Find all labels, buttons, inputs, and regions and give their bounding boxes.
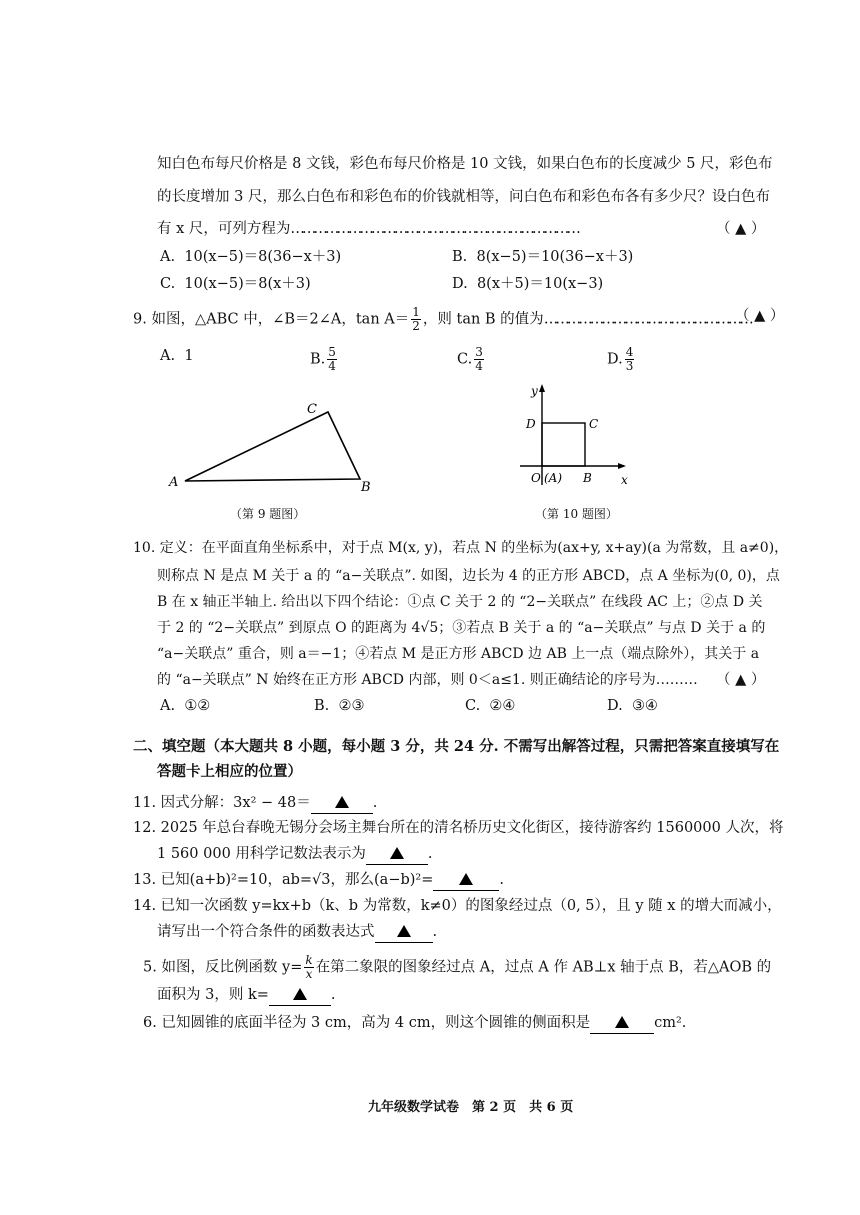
fig10-square-diagram <box>510 380 640 495</box>
q15-line-2 <box>157 985 336 1006</box>
q12-line-2 <box>157 844 433 865</box>
q10-line-1: 10. 定义：在平面直角坐标系中，对于点 M(x, y)，若点 N 的坐标为(ax+y, x+ay)(a 为常数，且 a≠0)， <box>133 540 789 556</box>
option-key: D. <box>607 351 623 368</box>
option-key: D. <box>452 276 468 292</box>
fig10-caption: （第 10 题图） <box>535 507 618 521</box>
q11-answer-blank <box>311 793 373 814</box>
fraction-numerator: 3 <box>475 345 483 359</box>
q10-option-a <box>160 696 210 716</box>
fraction-denominator: x <box>305 967 313 981</box>
q9-tan-fraction <box>411 306 421 333</box>
q8-option-c <box>160 274 311 294</box>
q10-answer-mark: （ ▲ ） <box>716 672 766 688</box>
option-key: C. <box>457 351 473 368</box>
option-text: 1 <box>184 348 194 364</box>
y-axis-label: y <box>531 384 538 398</box>
q8-answer-mark: （ ▲ ） <box>716 221 766 237</box>
vertex-a-label: A <box>169 475 179 490</box>
q15-line-1 <box>143 954 771 981</box>
q8-option-b <box>452 247 633 267</box>
q9-option-b <box>310 346 339 373</box>
q16-line <box>143 1013 686 1034</box>
q15-stem-end: 面积为 3，则 k= <box>157 987 269 1003</box>
q11-stem: 11. 因式分解：3x² − 48＝ <box>133 795 311 811</box>
fraction-numerator: k <box>305 953 313 967</box>
triangle-mark-icon <box>459 873 473 885</box>
q11-line <box>133 793 377 814</box>
option-text: 8(x−5)＝10(36−x＋3) <box>476 249 634 265</box>
q15-answer-blank <box>269 985 331 1006</box>
option-key: A. <box>160 249 176 265</box>
option-text: 8(x＋5)＝10(x−3) <box>476 276 604 292</box>
q9-option-d <box>607 346 636 373</box>
q9-answer-mark: （ ▲ ） <box>735 308 785 324</box>
option-fraction <box>327 346 337 373</box>
q13-period: . <box>499 872 504 888</box>
q15-stem-post: 在第二象限的图象经过点 A，过点 A 作 AB⊥x 轴于点 B，若△AOB 的 <box>315 959 772 976</box>
q9-leader-dots: ……………………………………………… <box>543 311 751 328</box>
q8-line-3 <box>157 219 578 239</box>
fraction-denominator: 3 <box>625 359 634 373</box>
fraction-denominator: 2 <box>412 319 420 333</box>
fraction-numerator: 5 <box>328 345 336 359</box>
q8-stem-end: 有 x 尺，可列方程为 <box>157 221 291 237</box>
vertex-c-label: C <box>589 417 599 431</box>
section-2-heading: 二、填空题（本大题共 8 小题，每小题 3 分，共 24 分. 不需写出解答过程，只需把答案直接填写在 <box>133 738 780 755</box>
option-text: 10(x−5)＝8(36−x＋3) <box>184 249 342 265</box>
q10-option-c <box>465 696 515 716</box>
y-axis-arrow <box>539 384 545 392</box>
square-abcd <box>542 423 585 466</box>
x-axis-arrow <box>618 463 626 469</box>
option-fraction <box>625 346 635 373</box>
option-key: A. <box>160 698 176 714</box>
q9-stem-post: ，则 tan B 的值为 <box>422 311 544 328</box>
option-text: ②④ <box>489 698 516 714</box>
q10-line-6: 的 “a−关联点” N 始终在正方形 ABCD 内部，则 0＜a≤1. 则正确结论的序号为……… <box>157 672 698 688</box>
q12-stem-end: 1 560 000 用科学记数法表示为 <box>157 846 366 862</box>
option-key: B. <box>310 351 326 368</box>
q9-stem-pre: 9. 如图，△ABC 中，∠B＝2∠A，tan A＝ <box>133 311 410 328</box>
option-key: B. <box>314 698 330 714</box>
q10-line-5: “a−关联点” 重合，则 a＝−1；④若点 M 是正方形 ABCD 边 AB 上一点（端点除外），其关于 a <box>157 646 760 662</box>
q10-line-2: 则称点 N 是点 M 关于 a 的 “a−关联点”. 如图，边长为 4 的正方形 ABCD，点 A 坐标为(0, 0)，点 <box>157 568 780 584</box>
vertex-d-label: D <box>526 417 536 431</box>
q10-line-3: B 在 x 轴正半轴上. 给出以下四个结论：①点 C 关于 2 的 “2−关联点” 在线段 AC 上；②点 D 关 <box>157 594 763 610</box>
q8-leader-dots: ………………………………………………………………… <box>290 221 578 237</box>
q14-line-2 <box>157 922 437 943</box>
triangle-mark-icon <box>293 988 307 1000</box>
option-text: ②③ <box>338 698 365 714</box>
q8-line-1: 知白色布每尺价格是 8 文钱，彩色布每尺价格是 10 文钱，如果白色布的长度减少 5 尺，彩色布 <box>157 156 773 172</box>
q10-option-b <box>314 696 364 716</box>
page-footer: 九年级数学试卷 第 2 页 共 6 页 <box>368 1100 574 1115</box>
q14-line-1: 14. 已知一次函数 y=kx+b（k、b 为常数，k≠0）的图象经过点（0, 5），且 y 随 x 的增大而减小， <box>133 898 782 914</box>
option-key: A. <box>160 348 176 364</box>
fraction-numerator: 1 <box>412 305 420 319</box>
q9-option-a <box>160 346 194 366</box>
q14-period: . <box>432 924 438 940</box>
triangle-mark-icon <box>335 796 349 808</box>
triangle-abc <box>185 412 360 481</box>
option-key: C. <box>465 698 481 714</box>
q16-stem: 6. 已知圆锥的底面半径为 3 cm，高为 4 cm，则这个圆锥的侧面积是 <box>143 1015 591 1031</box>
vertex-c-label: C <box>307 402 317 417</box>
q14-stem-end: 请写出一个符合条件的函数表达式 <box>157 924 375 940</box>
q16-answer-blank <box>590 1013 654 1034</box>
triangle-mark-icon <box>390 847 404 859</box>
q13-answer-blank <box>433 870 499 891</box>
q12-period: . <box>427 846 433 862</box>
origin-o-label: O <box>531 471 541 485</box>
q12-line-1: 12. 2025 年总台春晚无锡分会场主舞台所在的清名桥历史文化街区，接待游客约 1560000 人次，将 <box>133 820 784 836</box>
q8-option-a <box>160 247 341 267</box>
triangle-mark-icon <box>615 1016 629 1028</box>
option-text: 10(x−5)＝8(x＋3) <box>184 276 311 292</box>
q8-line-2: 的长度增加 3 尺，那么白色布和彩色布的价钱就相等，问白色布和彩色布各有多少尺？设白色布 <box>157 189 770 205</box>
fig9-triangle-diagram <box>160 395 380 495</box>
q8-option-d <box>452 274 603 294</box>
vertex-b-label: B <box>583 471 592 485</box>
triangle-mark-icon <box>397 925 411 937</box>
option-fraction <box>474 346 484 373</box>
q15-period: . <box>330 987 336 1003</box>
fraction-denominator: 4 <box>475 359 483 373</box>
q9-option-c <box>457 346 486 373</box>
q10-option-d <box>607 696 658 716</box>
q15-function-fraction <box>304 954 313 981</box>
q11-period: . <box>372 795 378 811</box>
q13-line <box>133 870 504 891</box>
fraction-numerator: 4 <box>625 345 634 359</box>
q14-answer-blank <box>375 922 433 943</box>
option-text: ①② <box>184 698 211 714</box>
option-key: D. <box>607 698 623 714</box>
fraction-denominator: 4 <box>328 359 336 373</box>
x-axis-label: x <box>621 473 628 487</box>
q10-line-4: 于 2 的 “2−关联点” 到原点 O 的距离为 4√5；③若点 B 关于 a 的 “a−关联点” 与点 D 关于 a 的 <box>157 620 766 636</box>
q13-stem: 13. 已知(a+b)²=10，ab=√3，那么(a−b)²= <box>133 872 434 888</box>
option-key: B. <box>452 249 468 265</box>
fig9-caption: （第 9 题图） <box>230 507 306 521</box>
q9-stem <box>133 306 751 333</box>
q16-unit: cm². <box>654 1015 687 1031</box>
option-text: ③④ <box>631 698 658 714</box>
q15-stem-pre: 5. 如图，反比例函数 y= <box>143 959 303 976</box>
vertex-b-label: B <box>361 480 371 495</box>
vertex-a-label: (A) <box>544 471 563 485</box>
section-2-heading-cont: 答题卡上相应的位置） <box>157 763 302 780</box>
q12-answer-blank <box>366 844 428 865</box>
option-key: C. <box>160 276 176 292</box>
